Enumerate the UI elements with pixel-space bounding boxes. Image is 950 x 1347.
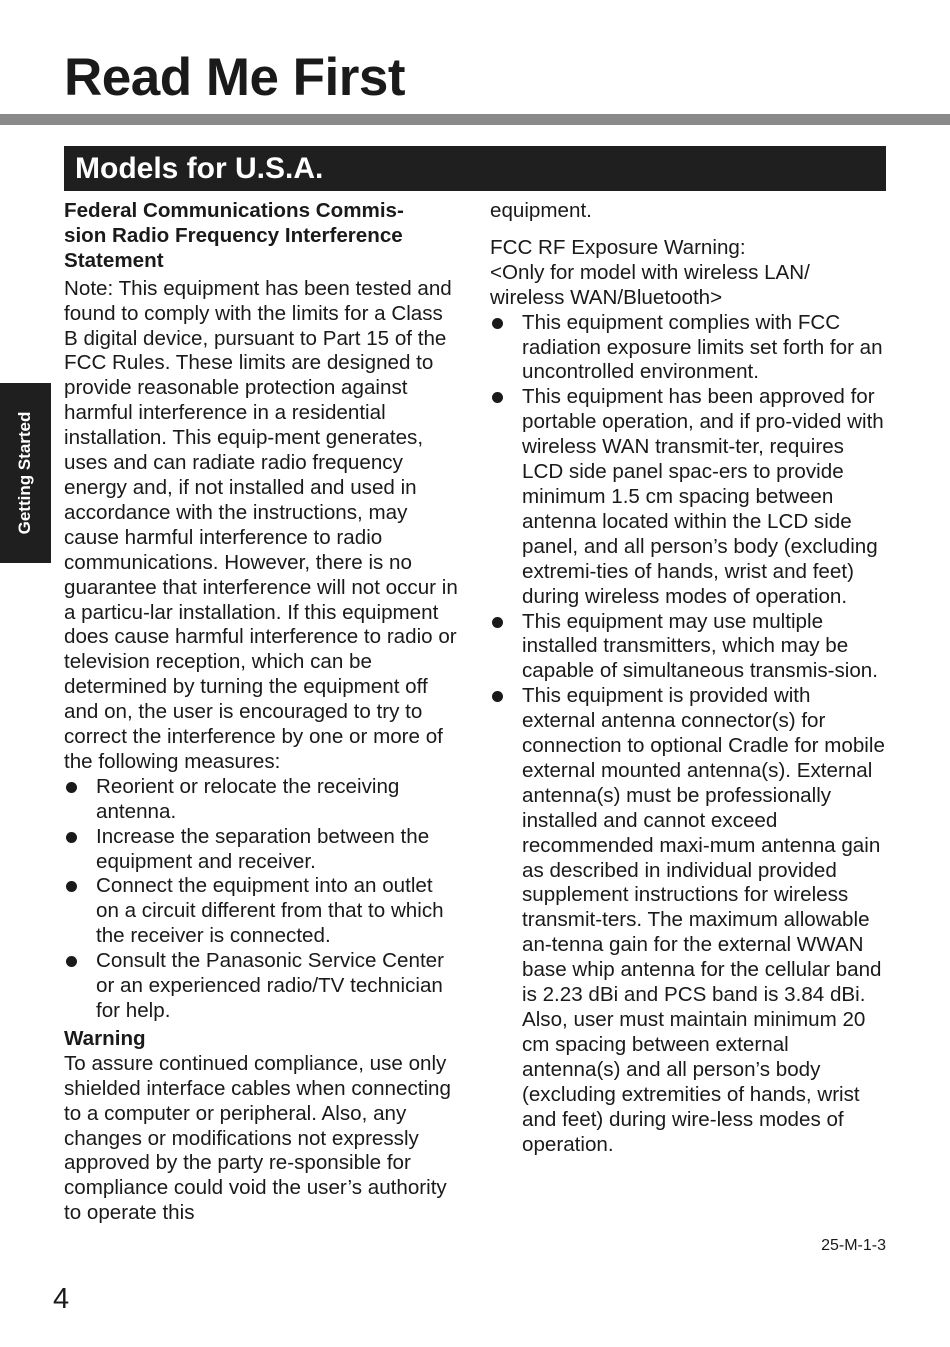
continuation-text: equipment.: [490, 199, 592, 222]
rf-items-list: [490, 311, 886, 1158]
bullet-icon: [66, 956, 77, 967]
warning-paragraph: To assure continued compliance, use only shielded interface cables when connecting to a computer or peripheral. Also, any changes or modifications not expressly approved by the party re-sponsible for compliance could void the user’s authority to operate this: [64, 1051, 451, 1225]
warning-heading: Warning: [64, 1026, 146, 1050]
bullet-icon: [66, 832, 77, 843]
title-divider: [0, 114, 950, 125]
bullet-icon: [492, 318, 503, 329]
bullet-icon: [66, 881, 77, 892]
list-item: This equipment complies with FCC radiation exposure limits set forth for an uncontrolled environment.: [490, 311, 886, 386]
side-tab: [0, 383, 51, 563]
reference-code: 25-M-1-3: [821, 1237, 886, 1254]
rf-exposure-subheading: <Only for model with wireless LAN/ wireless WAN/Bluetooth>: [490, 260, 810, 309]
page-title: Read Me First: [64, 48, 406, 107]
section-header: [64, 146, 886, 191]
rf-exposure-heading: FCC RF Exposure Warning:: [490, 235, 746, 259]
side-tab-label: Getting Started: [15, 411, 34, 535]
bullet-icon: [66, 782, 77, 793]
list-item: Reorient or relocate the receiving antenna.: [64, 775, 460, 825]
fcc-note-paragraph: Note: This equipment has been tested and found to comply with the limits for a Class B digital device, pursuant to Part 15 of the FCC Rules. These limits are designed to provide reasonable protection against harmful interference in a residential installation. This equip-ment generates, uses and can radiate radio frequency energy and, if not installed and used in accordance with the instructions, may cause harmful interference to radio communications. However, there is no guarantee that interference will not occur in a particu-lar installation. If this equipment does cause harmful interference to radio or television reception, which can be determined by turning the equipment off and on, the user is encouraged to try to correct the interference by one or more of the following measures:: [64, 276, 458, 773]
right-column: [490, 199, 886, 1157]
list-item: This equipment may use multiple installed transmitters, which may be capable of simultaneous transmis-sion.: [490, 610, 886, 685]
bullet-icon: [492, 392, 503, 403]
fcc-statement-heading: Federal Communications Commis- sion Radio Frequency Interference Statement: [64, 199, 404, 272]
list-item: Consult the Panasonic Service Center or an experienced radio/TV technician for help.: [64, 949, 460, 1024]
left-column: [64, 199, 460, 1226]
page-number: 4: [53, 1283, 70, 1315]
list-item: This equipment has been approved for portable operation, and if pro-vided with wireless WAN transmit-ter, requires LCD side panel spac-ers to provide minimum 1.5 cm spacing between antenna located within the LCD side panel, and all person’s body (excluding extremi-ties of hands, wrist and feet) during wireless modes of operation.: [490, 385, 886, 609]
list-item: Connect the equipment into an outlet on a circuit different from that to which the receiver is connected.: [64, 874, 460, 949]
list-item: Increase the separation between the equipment and receiver.: [64, 825, 460, 875]
section-title: Models for U.S.A.: [75, 152, 324, 185]
bullet-icon: [492, 691, 503, 702]
measures-list: [64, 775, 460, 1024]
bullet-icon: [492, 617, 503, 628]
list-item: This equipment is provided with external antenna connector(s) for connection to optional Cradle for mobile external mounted antenna(s). External antenna(s) must be professionally installed and cannot exceed recommended maxi-mum antenna gain as described in individual provided supplement instructions for wireless transmit-ters. The maximum allowable an-tenna gain for the external WWAN base whip antenna for the cellular band is 2.23 dBi and PCS band is 3.84 dBi. Also, user must maintain minimum 20 cm spacing between external antenna(s) and all person’s body (excluding extremities of hands, wrist and feet) during wire-less modes of operation.: [490, 684, 886, 1157]
